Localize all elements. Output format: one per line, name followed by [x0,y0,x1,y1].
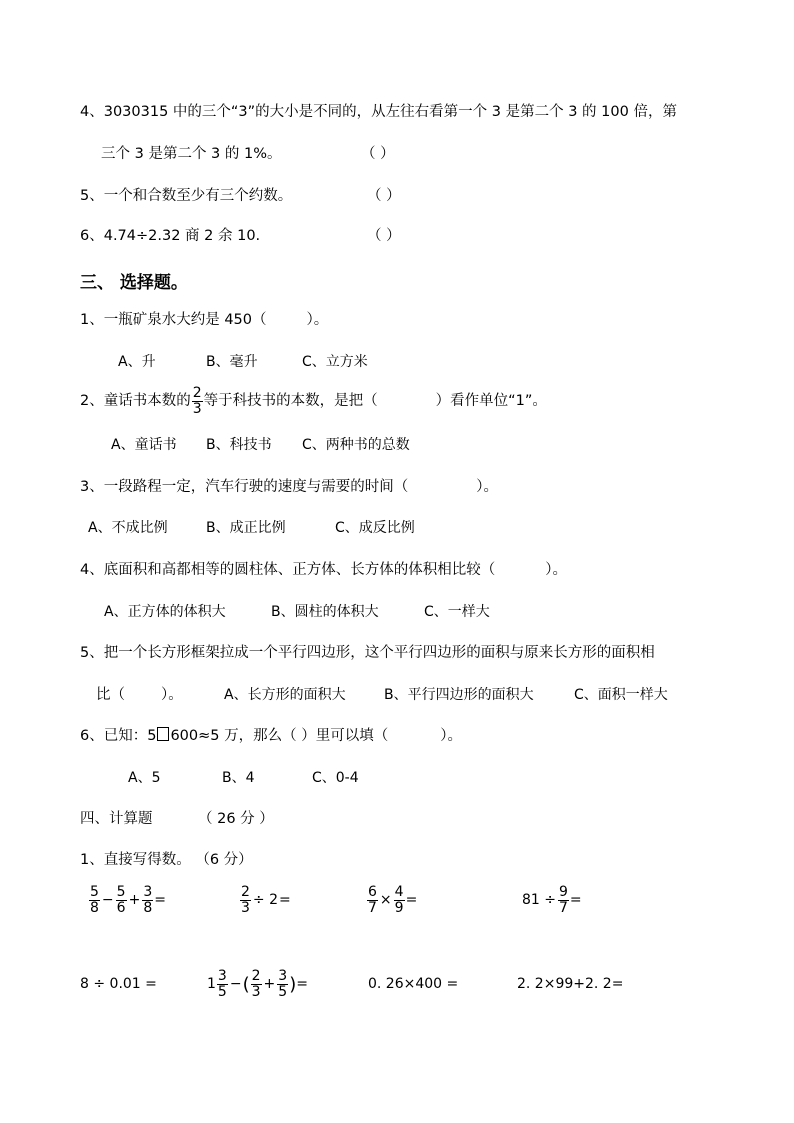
fraction: $\frac{4}{9}$ [394,883,404,916]
section-3-title: 三、 选择题。 [80,273,188,293]
calc-expr-2: $\frac{2}{3}$ ÷ 2 = [241,883,291,916]
fraction: $\frac{2}{3}$ [251,967,261,1000]
choice-q5-line2 [96,685,183,705]
judge-item-5: 5、一个和合数至少有三个约数。 [80,188,293,204]
choice-q5-option-b[interactable]: B、平行四边形的面积大 [384,687,534,703]
fraction: $\frac{2}{3}$ [241,883,250,916]
choice-q3-end: ）。 [476,479,498,495]
choice-q2-option-c[interactable]: C、两种书的总数 [302,437,410,453]
choice-q5-line1: 5、把一个长方形框架拉成一个平行四边形，这个平行四边形的面积与原来长方形的面积相 [80,645,655,661]
fraction: $\frac{5}{8}$ [90,883,99,916]
choice-q3-option-c[interactable]: C、成反比例 [335,520,415,536]
choice-q1-end: ）。 [306,312,329,328]
choice-q3-text: 3、一段路程一定，汽车行驶的速度与需要的时间（ [80,479,409,495]
section-4-title: 四、计算题 [80,811,153,827]
choice-q2 [80,381,547,421]
choice-q2-prefix: 2、童话书本数的 [80,393,191,409]
fraction: $\frac{9}{7}$ [559,883,568,916]
judge-item-6: 6、4.74÷2.32 商 2 余 10. [80,228,261,244]
calc-expr-3: $\frac{6}{7}$ × $\frac{4}{9}$ = [368,883,418,916]
choice-q3-option-a[interactable]: A、不成比例 [88,520,168,536]
choice-q3 [80,477,498,497]
choice-q1-text: 1、一瓶矿泉水大约是 450（ [80,312,267,328]
choice-q4 [80,560,567,580]
choice-q4-text: 4、底面积和高都相等的圆柱体、正方体、长方体的体积相比较（ [80,562,496,578]
judge-item-6-answer-paren[interactable]: （ ） [367,228,401,244]
judge-item-5-answer-paren[interactable]: （ ） [367,188,401,204]
fraction: $\frac{3}{5}$ [217,967,227,1000]
fraction: $\frac{5}{6}$ [116,883,126,916]
choice-q5-line2-start: 比（ [96,687,125,703]
fraction: $\frac{6}{7}$ [368,883,377,916]
choice-q5-option-a[interactable]: A、长方形的面积大 [224,687,346,703]
choice-q3-option-b[interactable]: B、成正比例 [206,520,286,536]
fraction: $\frac{3}{8}$ [143,883,153,916]
choice-q4-option-b[interactable]: B、圆柱的体积大 [271,604,379,620]
choice-q6-option-a[interactable]: A、5 [128,770,161,786]
choice-q2-fraction: $\frac{2}{3}$ [192,384,202,417]
choice-q6-option-c[interactable]: C、0-4 [312,770,359,786]
choice-q4-end: ）。 [545,562,567,578]
judge-item-4-line1: 4、3030315 中的三个“3”的大小是不同的，从左往右看第一个 3 是第二个 3 的 100 倍，第 [80,104,677,120]
choice-q4-option-a[interactable]: A、正方体的体积大 [104,604,226,620]
calc-expr-4: 81 ÷ $\frac{9}{7}$ = [522,883,582,916]
choice-q1-option-b[interactable]: B、毫升 [206,354,258,370]
choice-q1 [80,310,328,330]
choice-q2-end: ）看作单位“1”。 [435,393,547,409]
calc-expr-5: 8 ÷ 0.01 = [80,976,157,992]
calc-expr-6: 1 $\frac{3}{5}$ − ( $\frac{2}{3}$ + $\frac{3}{5}$ ) = [207,967,308,1000]
judge-item-4-answer-paren[interactable]: （ ） [361,146,395,162]
calc-q1-title: 1、直接写得数。 （6 分） [80,852,253,868]
choice-q4-option-c[interactable]: C、一样大 [424,604,490,620]
section-4-score: （ 26 分 ） [198,811,274,827]
choice-q2-suffix: 等于科技书的本数，是把（ [203,393,378,409]
choice-q2-option-a[interactable]: A、童话书 [111,437,177,453]
choice-q6-text-a: 6、已知：5 [80,728,157,744]
choice-q6-option-b[interactable]: B、4 [222,770,255,786]
choice-q5-line2-end: ）。 [161,687,183,703]
square-placeholder-icon [157,727,169,741]
fraction: $\frac{3}{5}$ [278,967,288,1000]
choice-q5-option-c[interactable]: C、面积一样大 [574,687,668,703]
choice-q1-option-c[interactable]: C、立方米 [302,354,368,370]
choice-q6 [80,726,462,746]
choice-q1-option-a[interactable]: A、升 [118,354,156,370]
calc-expr-8: 2. 2×99+2. 2= [517,976,624,992]
choice-q6-end: ）。 [440,728,462,744]
calc-expr-7: 0. 26×400 = [368,976,459,992]
choice-q6-text-b: 600≈5 万，那么（ ）里可以填（ [170,728,389,744]
calc-expr-1: $\frac{5}{8}$ − $\frac{5}{6}$ + $\frac{3}{8}$ = [90,883,166,916]
choice-q2-option-b[interactable]: B、科技书 [206,437,272,453]
judge-item-4-line2: 三个 3 是第二个 3 的 1%。 [101,146,282,162]
